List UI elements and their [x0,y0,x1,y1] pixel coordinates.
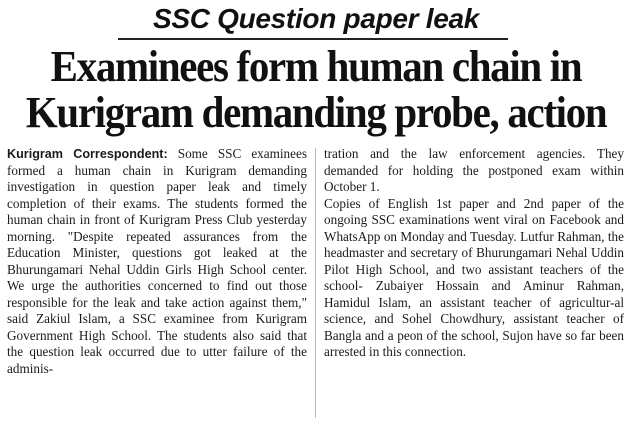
kicker-underline [118,38,508,40]
right-paragraph-1: tration and the law enforcement agencies. They demanded for holding the postponed exam within October 1. [324,146,624,194]
headline-line-2: Kurigram demanding probe, action [25,88,607,137]
article-column-right [324,146,624,361]
right-paragraph-2: Copies of English 1st paper and 2nd paper of the ongoing SSC examinations went viral on Facebook and WhatsApp on Monday and Tuesday. Lutfur Rahman, the headmaster and secretary of Bhurungamari Nehal Uddin Pilot High School, and two assistant teachers of the school- Zubaiyer Hossain and Aminur Rahman, Hamidul Islam, an assistant teacher of agricultur-al science, and Sohel Chowdhury, assistant teacher of Bangla and a peon of the school, Sujon have so far been arrested in this connection. [324,195,624,359]
column-divider [315,148,316,418]
left-paragraph-text: Some SSC examinees formed a human chain in Kurigram demanding investigation in question paper leak and timely completion of their exams. The students formed the human chain in front of Kurigram Press Club yesterday morning. "Despite repeated assurances from the Education Minister, questions got leaked at the Bhurungamari Nehal Uddin Girls High School center. We urge the authorities concerned to find out those responsible for the leak and take action against them," said Zakiul Islam, a SSC examinee from Kurigram Government High School. The students also said that the question leak occurred due to utter failure of the adminis- [7,146,307,376]
kicker-headline: SSC Question paper leak [152,3,480,34]
article-column-left [7,146,307,377]
byline: Kurigram Correspondent: [7,147,168,161]
main-headline [26,44,606,136]
article-paragraph-1 [7,146,307,377]
headline-line-1: Examinees form human chain in [50,42,582,91]
